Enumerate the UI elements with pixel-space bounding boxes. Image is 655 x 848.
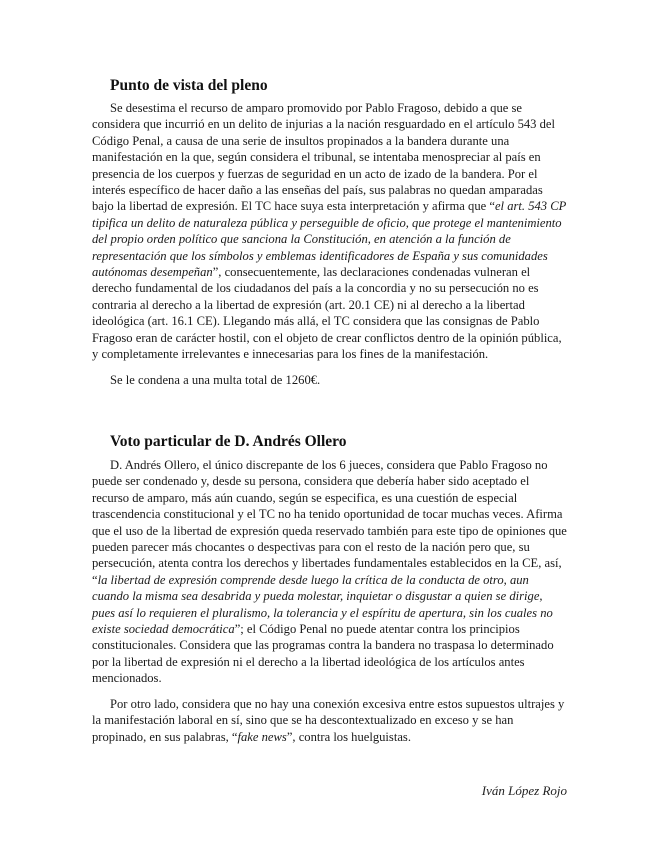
section-body-voto-particular bbox=[92, 457, 567, 745]
paragraph-text: Se desestima el recurso de amparo promovido por Pablo Fragoso, debido a que se considera que incurrió en un delito de injurias a la nación resguardado en el artículo 543 del Código Penal, a causa de una serie de insultos propinados a la bandera durante una manifestación en la que, según considera el tribunal, se intentaba menospreciar al país en presencia de los cuerpos y fuerzas de seguridad en un acto de izado de la bandera. Por el interés específico de hacer daño a las enseñas del país, sus palabras no quedan amparadas bajo la libertad de expresión. El TC hace suya esta interpretación y afirma que “ bbox=[92, 101, 556, 214]
paragraph-text: ”, contra los huelguistas. bbox=[286, 729, 411, 744]
section-heading-voto-particular: Voto particular de D. Andrés Ollero bbox=[110, 433, 347, 450]
paragraph-pleno-1 bbox=[92, 100, 567, 363]
paragraph-text: ”, consecuentemente, las declaraciones condenadas vulneran el derecho fundamental de los ciudadanos del país a la concordia y no su persecución no es contraria al derecho a la libertad de expresión (art. 20.1 CE) ni al derecho a la libertad ideológica (art. 16.1 CE). Llegando más allá, el TC considera que las consignas de Pablo Fragoso eran de carácter hostil, con el objeto de crear conflictos dentro de la opinión pública, y completamente irrelevantes e innecesarias para los fines de la manifestación. bbox=[92, 265, 562, 362]
paragraph-voto-1 bbox=[92, 457, 567, 687]
footer-author: Iván López Rojo bbox=[481, 783, 567, 798]
quote-text: el art. 543 CP tipifica un delito de naturaleza pública y perseguible de oficio, que protege el mantenimiento del propio orden político que sanciona la Constitución, en atención a la función de representación que los símbolos y emblemas identificadores de España y sus comunidades autónomas desempeñan bbox=[92, 199, 567, 280]
quote-text: la libertad de expresión comprende desde luego la crítica de la conducta de otro, aun cuando la misma sea desabrida y pueda molestar, inquietar o disgustar a quien se dirige, pues así lo requieren el pluralismo, la tolerancia y el espíritu de apertura, sin los cuales no existe sociedad democrática bbox=[92, 572, 553, 637]
paragraph-text: Por otro lado, considera que no hay una conexión excesiva entre estos supuestos ultrajes y la manifestación laboral en sí, sino que se ha descontextualizado en exceso y se han propinado, en sus palabras, “ bbox=[92, 696, 565, 744]
section-heading-pleno: Punto de vista del pleno bbox=[110, 77, 268, 94]
paragraph-text: ”; el Código Penal no puede atentar contra los principios constitucionales. Considera que las programas contra la bandera no traspasa lo determinado por la libertad de expresión ni el derecho a la libertad ideológica de los artículos antes mencionados. bbox=[92, 622, 554, 686]
paragraph-text: D. Andrés Ollero, el único discrepante de los 6 jueces, considera que Pablo Fragoso no puede ser condenado y, desde su persona, considera que debería haber sido aceptado el recurso de amparo, más aún cuando, según se especifica, es una cuestión de especial trascendencia constitucional y el TC no ha tenido oportunidad de tocar muchas veces. Afirma que el uso de la libertad de expresión queda reservado también para este tipo de opiniones que pueden parecer más chocantes o despectivas para con el resto de la nación pero que, su persecución, atenta contra los derechos y libertades fundamentales establecidos en la CE, así, “ bbox=[92, 458, 567, 587]
section-body-pleno bbox=[92, 100, 567, 388]
quote-text: fake news bbox=[237, 729, 287, 744]
paragraph-pleno-2: Se le condena a una multa total de 1260€. bbox=[110, 372, 321, 387]
paragraph-voto-2 bbox=[92, 696, 567, 745]
